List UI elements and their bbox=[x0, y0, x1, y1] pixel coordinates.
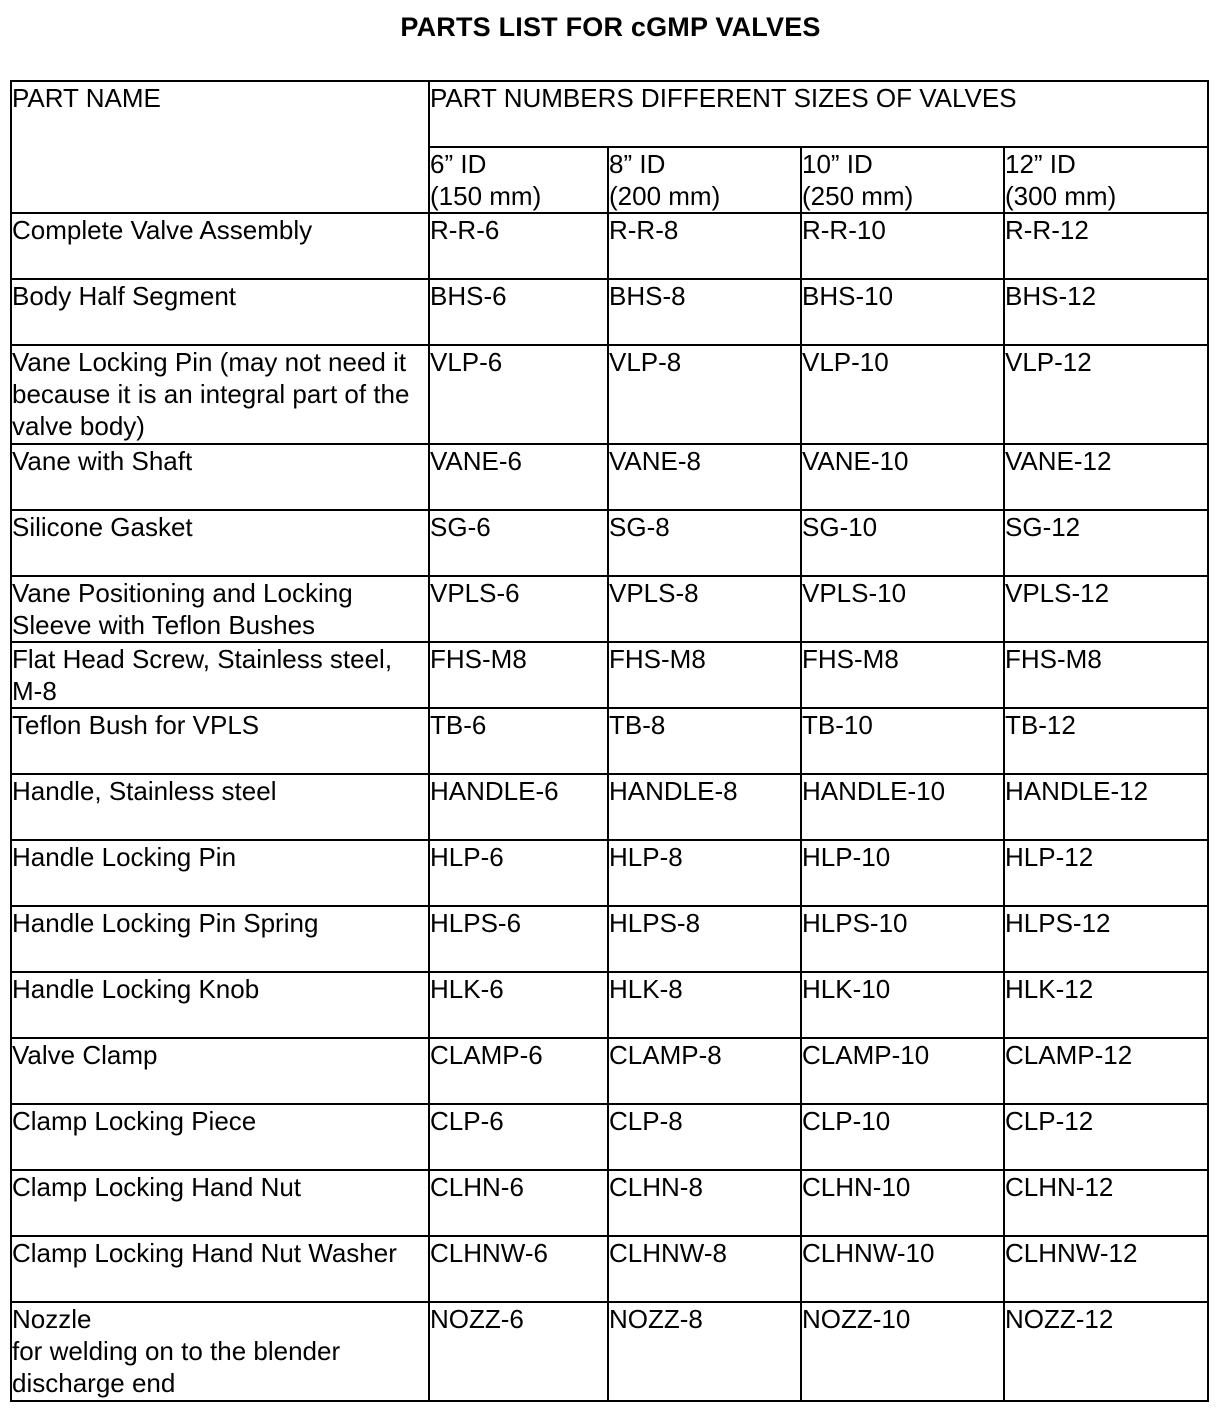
table-row bbox=[11, 345, 1208, 444]
part-name-cell: Flat Head Screw, Stainless steel, M-8 bbox=[11, 642, 429, 708]
part-number-cell: FHS-M8 bbox=[608, 642, 801, 708]
size-header-id: 12” ID bbox=[1005, 149, 1076, 179]
part-number-cell: CLHN-12 bbox=[1004, 1170, 1208, 1236]
table-row bbox=[11, 1236, 1208, 1302]
part-number-cell: VANE-6 bbox=[429, 444, 608, 510]
part-number-cell: R-R-8 bbox=[608, 213, 801, 279]
table-row bbox=[11, 1038, 1208, 1104]
parts-table bbox=[10, 80, 1209, 1402]
part-number-cell: CLHNW-8 bbox=[608, 1236, 801, 1302]
part-number-cell: VANE-12 bbox=[1004, 444, 1208, 510]
part-number-cell: HLP-12 bbox=[1004, 840, 1208, 906]
part-number-cell: SG-12 bbox=[1004, 510, 1208, 576]
part-number-cell: CLHN-6 bbox=[429, 1170, 608, 1236]
part-number-cell: TB-10 bbox=[801, 708, 1004, 774]
part-number-cell: SG-6 bbox=[429, 510, 608, 576]
part-name-cell: Nozzle for welding on to the blender discharge end bbox=[11, 1302, 429, 1401]
table-row bbox=[11, 279, 1208, 345]
part-name-cell: Silicone Gasket bbox=[11, 510, 429, 576]
table-row bbox=[11, 906, 1208, 972]
table-row bbox=[11, 444, 1208, 510]
table-row bbox=[11, 510, 1208, 576]
part-number-cell: HLK-10 bbox=[801, 972, 1004, 1038]
part-number-cell: HLP-6 bbox=[429, 840, 608, 906]
part-number-cell: VPLS-10 bbox=[801, 576, 1004, 642]
part-name-cell: Handle, Stainless steel bbox=[11, 774, 429, 840]
part-name-cell: Clamp Locking Hand Nut bbox=[11, 1170, 429, 1236]
part-number-cell: CLHNW-6 bbox=[429, 1236, 608, 1302]
size-header-id: 6” ID bbox=[430, 149, 487, 179]
size-header-8 bbox=[608, 147, 801, 213]
part-name-cell: Teflon Bush for VPLS bbox=[11, 708, 429, 774]
part-number-cell: NOZZ-10 bbox=[801, 1302, 1004, 1401]
table-row bbox=[11, 972, 1208, 1038]
part-number-cell: HLK-8 bbox=[608, 972, 801, 1038]
document-title: PARTS LIST FOR cGMP VALVES bbox=[400, 12, 821, 42]
part-name-cell: Handle Locking Pin Spring bbox=[11, 906, 429, 972]
part-number-cell: CLP-6 bbox=[429, 1104, 608, 1170]
part-number-cell: FHS-M8 bbox=[429, 642, 608, 708]
part-number-cell: CLHNW-12 bbox=[1004, 1236, 1208, 1302]
part-number-cell: HLPS-8 bbox=[608, 906, 801, 972]
part-number-cell: HANDLE-6 bbox=[429, 774, 608, 840]
table-row bbox=[11, 774, 1208, 840]
part-name-cell: Handle Locking Pin bbox=[11, 840, 429, 906]
part-number-cell: CLHN-10 bbox=[801, 1170, 1004, 1236]
part-number-cell: HLP-10 bbox=[801, 840, 1004, 906]
size-header-6 bbox=[429, 147, 608, 213]
part-number-cell: HANDLE-10 bbox=[801, 774, 1004, 840]
table-row bbox=[11, 1302, 1208, 1401]
table-row bbox=[11, 642, 1208, 708]
size-header-mm: (200 mm) bbox=[609, 181, 721, 211]
part-number-cell: NOZZ-8 bbox=[608, 1302, 801, 1401]
part-number-cell: VLP-10 bbox=[801, 345, 1004, 444]
part-name-cell: Vane Locking Pin (may not need it because it is an integral part of the valve body) bbox=[11, 345, 429, 444]
part-number-cell: TB-8 bbox=[608, 708, 801, 774]
part-name-cell: Vane Positioning and Locking Sleeve with Teflon Bushes bbox=[11, 576, 429, 642]
part-number-cell: R-R-12 bbox=[1004, 213, 1208, 279]
part-number-cell: CLAMP-8 bbox=[608, 1038, 801, 1104]
size-header-10 bbox=[801, 147, 1004, 213]
part-number-cell: VPLS-8 bbox=[608, 576, 801, 642]
part-number-cell: VLP-12 bbox=[1004, 345, 1208, 444]
part-number-cell: VLP-8 bbox=[608, 345, 801, 444]
part-number-cell: CLAMP-6 bbox=[429, 1038, 608, 1104]
size-header-mm: (150 mm) bbox=[430, 181, 542, 211]
part-name-header: PART NAME bbox=[11, 81, 429, 213]
parts-table-body bbox=[11, 213, 1208, 1401]
table-row bbox=[11, 708, 1208, 774]
part-number-cell: VANE-10 bbox=[801, 444, 1004, 510]
part-number-cell: BHS-6 bbox=[429, 279, 608, 345]
part-number-cell: HANDLE-8 bbox=[608, 774, 801, 840]
part-number-cell: NOZZ-6 bbox=[429, 1302, 608, 1401]
part-number-cell: HLPS-6 bbox=[429, 906, 608, 972]
part-numbers-header: PART NUMBERS DIFFERENT SIZES OF VALVES bbox=[429, 81, 1208, 147]
part-number-cell: CLHNW-10 bbox=[801, 1236, 1004, 1302]
table-row bbox=[11, 213, 1208, 279]
part-number-cell: FHS-M8 bbox=[801, 642, 1004, 708]
part-number-cell: VPLS-6 bbox=[429, 576, 608, 642]
part-number-cell: SG-10 bbox=[801, 510, 1004, 576]
table-row bbox=[11, 1170, 1208, 1236]
part-number-cell: BHS-8 bbox=[608, 279, 801, 345]
part-number-cell: SG-8 bbox=[608, 510, 801, 576]
size-header-mm: (300 mm) bbox=[1005, 181, 1117, 211]
part-name-cell: Complete Valve Assembly bbox=[11, 213, 429, 279]
part-number-cell: HLK-12 bbox=[1004, 972, 1208, 1038]
part-number-cell: R-R-6 bbox=[429, 213, 608, 279]
part-number-cell: TB-12 bbox=[1004, 708, 1208, 774]
part-name-cell: Clamp Locking Hand Nut Washer bbox=[11, 1236, 429, 1302]
part-number-cell: NOZZ-12 bbox=[1004, 1302, 1208, 1401]
part-name-cell: Vane with Shaft bbox=[11, 444, 429, 510]
part-number-cell: CLAMP-10 bbox=[801, 1038, 1004, 1104]
part-number-cell: HLP-8 bbox=[608, 840, 801, 906]
part-number-cell: HLPS-12 bbox=[1004, 906, 1208, 972]
table-row bbox=[11, 1104, 1208, 1170]
part-number-cell: TB-6 bbox=[429, 708, 608, 774]
table-row bbox=[11, 576, 1208, 642]
part-number-cell: CLAMP-12 bbox=[1004, 1038, 1208, 1104]
part-number-cell: HLK-6 bbox=[429, 972, 608, 1038]
size-header-id: 10” ID bbox=[802, 149, 873, 179]
part-number-cell: FHS-M8 bbox=[1004, 642, 1208, 708]
part-number-cell: VPLS-12 bbox=[1004, 576, 1208, 642]
part-number-cell: VANE-8 bbox=[608, 444, 801, 510]
part-number-cell: BHS-10 bbox=[801, 279, 1004, 345]
part-number-cell: HANDLE-12 bbox=[1004, 774, 1208, 840]
part-number-cell: CLHN-8 bbox=[608, 1170, 801, 1236]
part-name-cell: Body Half Segment bbox=[11, 279, 429, 345]
size-header-id: 8” ID bbox=[609, 149, 666, 179]
part-number-cell: HLPS-10 bbox=[801, 906, 1004, 972]
part-name-cell: Handle Locking Knob bbox=[11, 972, 429, 1038]
part-number-cell: CLP-8 bbox=[608, 1104, 801, 1170]
table-row bbox=[11, 840, 1208, 906]
part-number-cell: R-R-10 bbox=[801, 213, 1004, 279]
part-name-cell: Clamp Locking Piece bbox=[11, 1104, 429, 1170]
part-number-cell: BHS-12 bbox=[1004, 279, 1208, 345]
size-header-12 bbox=[1004, 147, 1208, 213]
part-number-cell: CLP-10 bbox=[801, 1104, 1004, 1170]
part-name-cell: Valve Clamp bbox=[11, 1038, 429, 1104]
size-header-mm: (250 mm) bbox=[802, 181, 914, 211]
part-number-cell: VLP-6 bbox=[429, 345, 608, 444]
part-number-cell: CLP-12 bbox=[1004, 1104, 1208, 1170]
